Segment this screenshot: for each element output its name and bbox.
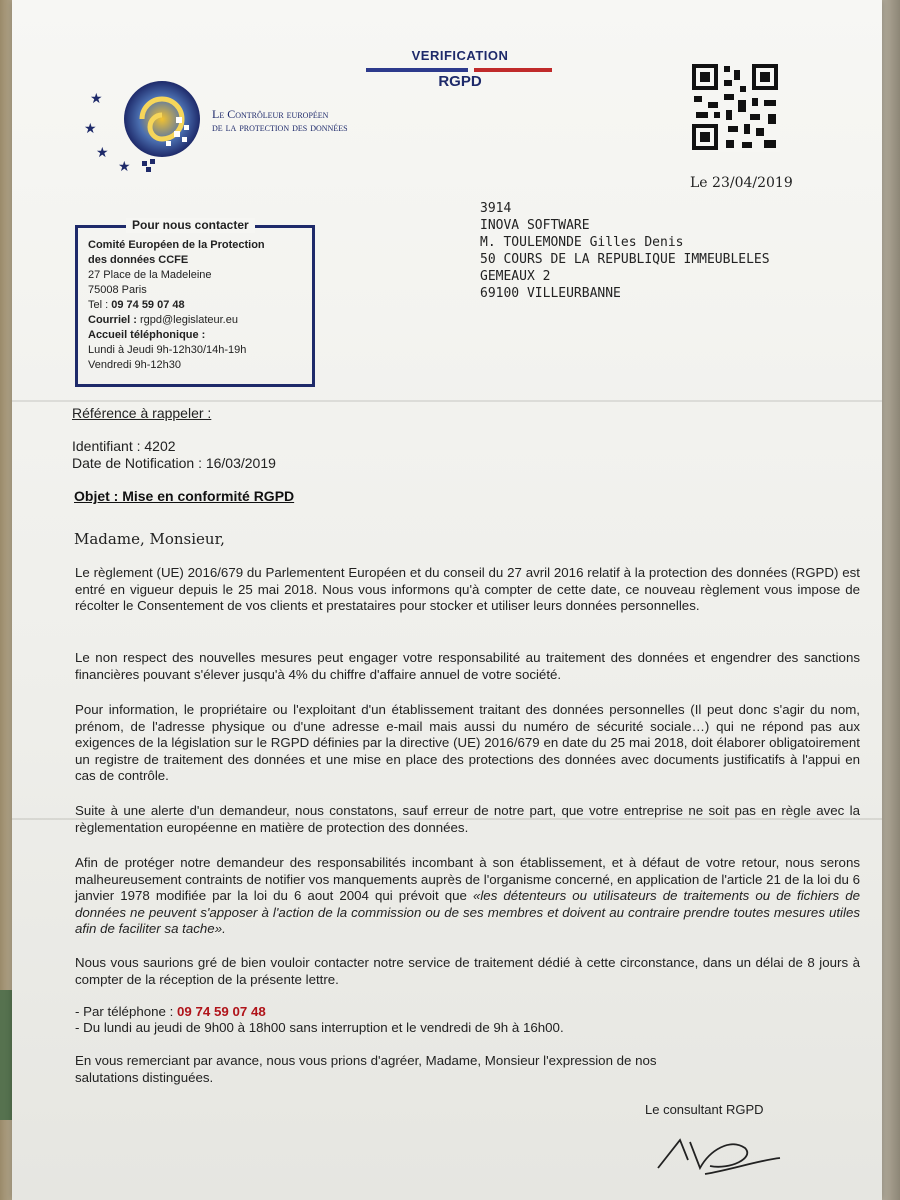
title-line1: VERIFICATION	[411, 48, 509, 63]
contact-city: 75008 Paris	[88, 284, 147, 296]
flag-bar-red	[474, 68, 552, 72]
contact-email-label: Courriel :	[88, 314, 140, 326]
edps-logo-icon	[80, 75, 210, 175]
contact-org-line1: Comité Européen de la Protection	[88, 239, 265, 251]
subject-line: Objet : Mise en conformité RGPD	[74, 488, 295, 504]
svg-text:★: ★	[90, 90, 103, 106]
recipient-line: INOVA SOFTWARE	[480, 218, 590, 233]
contact-tel-label: Tel :	[88, 299, 112, 311]
svg-text:★: ★	[84, 120, 97, 136]
phone-number: 09 74 59 07 48	[177, 1004, 266, 1019]
handwritten-signature-icon	[650, 1130, 790, 1180]
paragraph	[75, 855, 860, 938]
paragraph-text: Afin de protéger notre demandeur des responsabilités incombant à son établissement, et à défaut de votre retour, nous serons malheureusement contraints de notifier vos manquements auprès de l'organisme concerné, en application de l'article 21 de la loi du 6 janvier 1978 modifiée par la loi du 6 aout 2004 qui prévoit que	[75, 855, 860, 903]
law-quote: «les détenteurs ou utilisateurs de traitements ou de fichiers de données ne peuvent s'apposer à l'action de la commission ou de ses membres et doivent au contraire prendre toutes mesures utiles afin de faciliter sa tache».	[75, 888, 860, 936]
closing-line1: En vous remerciant par avance, nous vous prions d'agréer, Madame, Monsieur l'expression de nos	[75, 1053, 657, 1068]
contact-hours2: Vendredi 9h-12h30	[88, 359, 181, 371]
reference-block	[72, 438, 276, 472]
recipient-line: GEMEAUX 2	[480, 269, 551, 284]
greeting: Madame, Monsieur,	[74, 530, 225, 548]
svg-text:★: ★	[118, 158, 131, 174]
letter-date: Le 23/04/2019	[690, 175, 793, 191]
logo-text	[212, 108, 348, 134]
paragraph: Le non respect des nouvelles mesures peut engager votre responsabilité au traitement des données et engendrer des sanctions financières pouvant s'élever jusqu'à 4% du chiffre d'affaire annuel de votre société.	[75, 650, 860, 682]
contact-tel: 09 74 59 07 48	[111, 299, 185, 311]
qr-code-icon	[690, 62, 780, 152]
contact-box	[75, 218, 315, 387]
paragraph: Pour information, le propriétaire ou l'exploitant d'un établissement traitant des données personnelles (Il peut donc s'agir du nom, prénom, de l'adresse physique ou d'une adresse e-mail mais aussi du numéro de sécurité sociale…) qui ne répond pas aux exigences de la législation sur le RGPD définies par la directive (UE) 2016/679 en date du 25 mai 2018, doit élaborer obligatoirement un registre de traitement des données et une mise en place des protections des données avec documents justificatifs à l'appui en cas de contrôle.	[75, 702, 860, 783]
recipient-line: 50 COURS DE LA REPUBLIQUE IMMEUBLELES	[480, 252, 770, 267]
logo-line1: Le Contrôleur européen	[212, 107, 329, 121]
reference-label: Référence à rappeler :	[72, 405, 212, 421]
closing	[75, 1053, 860, 1086]
paragraph: Suite à une alerte d'un demandeur, nous constatons, sauf erreur de notre part, que votre entreprise ne soit pas en règle avec la règlementation européenne en matière de protection des données.	[75, 803, 860, 835]
contact-hours-label: Accueil téléphonique :	[88, 329, 206, 341]
flag-bar-blue	[366, 68, 468, 72]
closing-line2: salutations distinguées.	[75, 1069, 214, 1085]
recipient-line: M. TOULEMONDE Gilles Denis	[480, 235, 684, 250]
contact-hours1: Lundi à Jeudi 9h-12h30/14h-19h	[88, 344, 247, 356]
notification-date: Date de Notification : 16/03/2019	[72, 455, 276, 471]
logo-line2: de la protection des données	[212, 120, 348, 134]
title-line2: RGPD	[438, 73, 482, 90]
paragraph: Nous vous saurions gré de bien vouloir contacter notre service de traitement dédié à cette circonstance, dans un délai de 8 jours à compter de la réception de la présente lettre.	[75, 955, 860, 987]
fold-line	[12, 400, 882, 402]
phone-label: - Par téléphone :	[75, 1004, 178, 1019]
contact-street: 27 Place de la Madeleine	[88, 269, 212, 281]
hours-line: - Du lundi au jeudi de 9h00 à 18h00 sans interruption et le vendredi de 9h à 16h00.	[75, 1020, 564, 1035]
recipient-address	[480, 200, 770, 302]
svg-text:★: ★	[96, 144, 109, 160]
identifiant: Identifiant : 4202	[72, 438, 176, 454]
phone-line	[75, 1004, 860, 1021]
contact-heading: Pour nous contacter	[126, 218, 255, 233]
contact-email: rgpd@legislateur.eu	[139, 314, 238, 326]
recipient-line: 69100 VILLEURBANNE	[480, 286, 621, 301]
recipient-line: 3914	[480, 201, 512, 216]
paragraph: Le règlement (UE) 2016/679 du Parlementent Européen et du conseil du 27 avril 2016 relatif à la protection des données (RGPD) est entré en vigueur depuis le 25 mai 2018. Nous vous informons qu'à compter de cette date, ce nouveau règlement vous impose de récolter le Consentement de vos clients et prestataires pour stocker et utiliser leurs données personnelles.	[75, 565, 860, 613]
contact-org-line2: des données CCFE	[88, 254, 189, 266]
signature-title: Le consultant RGPD	[645, 1102, 764, 1117]
